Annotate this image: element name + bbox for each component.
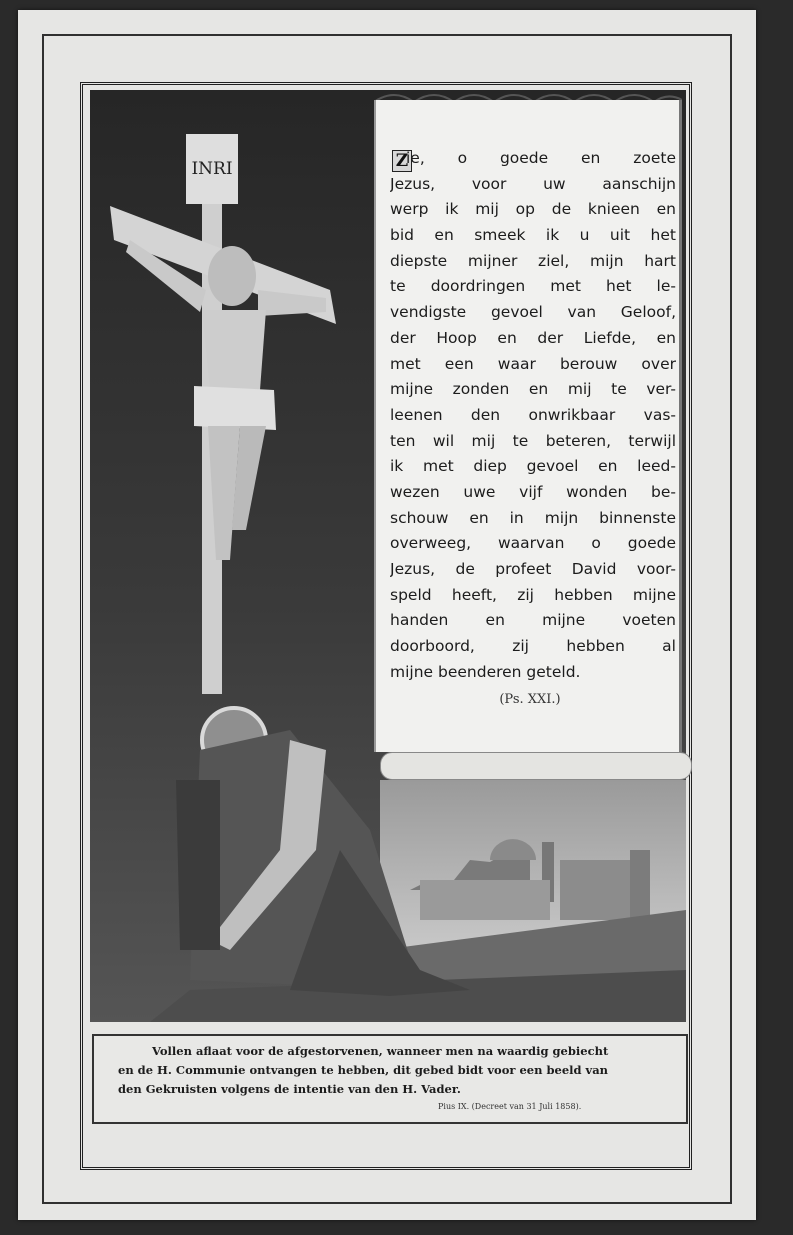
prayer-line: handen en mijne voeten	[390, 611, 676, 630]
caption-line: Vollen aflaat voor de afgestorvenen, wanneer men na waardig gebiecht	[152, 1044, 609, 1058]
prayer-line: der Hoop en der Liefde, en	[390, 328, 676, 347]
scroll-roll	[380, 752, 692, 780]
cross-inri-label: INRI	[191, 159, 233, 179]
prayer-text	[390, 146, 676, 685]
caption-line: den Gekruisten volgens de intentie van den H. Vader.	[118, 1082, 461, 1096]
prayer-line: overweeg, waarvan o goede	[390, 534, 676, 553]
prayer-line: wezen uwe vijf wonden be-	[390, 482, 676, 501]
prayer-dropcap: Z	[392, 150, 412, 172]
prayer-line: vendigste gevoel van Geloof,	[390, 303, 676, 322]
prayer-line: mijne zonden en mij te ver-	[390, 380, 676, 399]
prayer-line: bid en smeek ik u uit het	[390, 226, 676, 245]
prayer-line: Jezus, voor uw aanschijn	[390, 174, 676, 193]
prayer-line: Jezus, de profeet David voor-	[390, 560, 676, 578]
psalm-reference: (Ps. XXI.)	[499, 692, 561, 707]
prayer-line: leenen den onwrikbaar vas-	[390, 405, 676, 424]
prayer-line: mijne beenderen geteld.	[390, 662, 581, 681]
prayer-line: diepste mijner ziel, mijn hart	[390, 251, 676, 270]
prayer-line: doorboord, zij hebben al	[390, 637, 676, 656]
indulgence-caption	[118, 1042, 673, 1099]
prayer-line: schouw en in mijn binnenste	[390, 508, 676, 527]
prayer-line: werp ik mij op de knieen en	[390, 200, 676, 219]
prayer-line: ik met diep gevoel en leed-	[390, 457, 676, 476]
decree-reference: Pius IX. (Decreet van 31 Juli 1858).	[438, 1102, 582, 1111]
prayer-line: te doordringen met het le-	[390, 277, 676, 296]
caption-line: en de H. Communie ontvangen te hebben, dit gebed bidt voor een beeld van	[118, 1063, 609, 1077]
prayer-line: met een waar berouw over	[390, 354, 676, 373]
prayer-line: speld heeft, zij hebben mijne	[390, 585, 676, 604]
prayer-line: ten wil mij te beteren, terwijl	[390, 431, 676, 450]
prayer-line: ie, o goede en zoete	[406, 149, 676, 167]
